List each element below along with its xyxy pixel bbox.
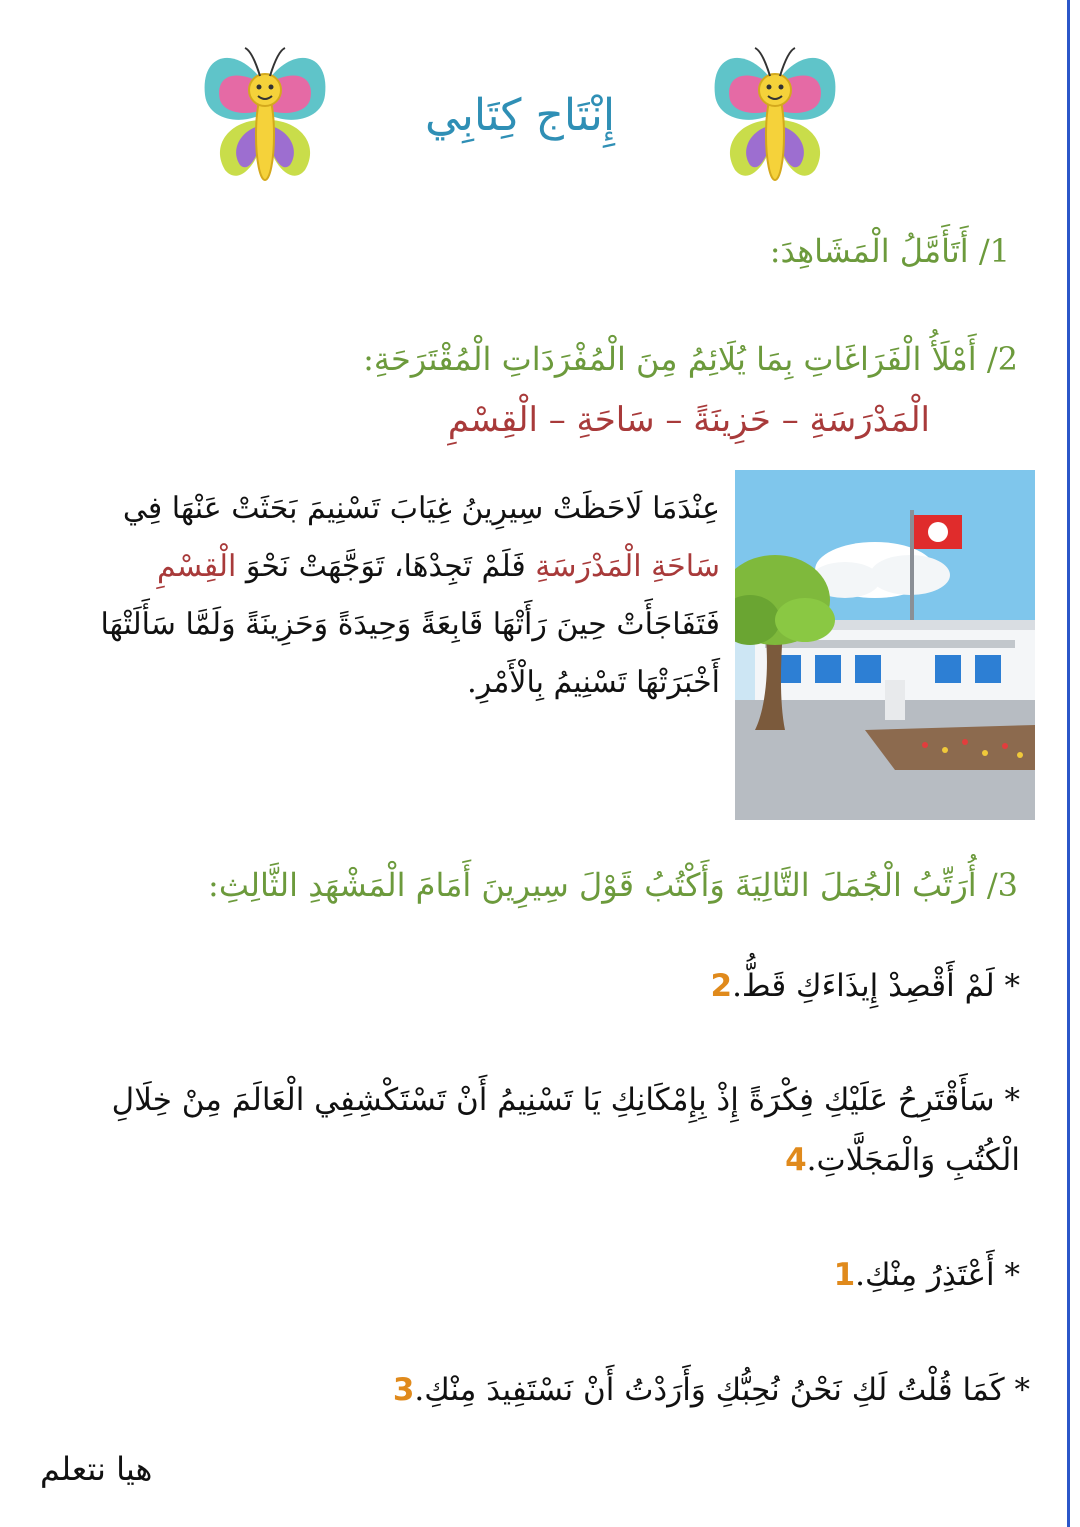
butterfly-icon: [200, 40, 330, 190]
sentence-item: [60, 956, 1020, 1016]
order-number: 1: [833, 1257, 856, 1293]
page-border-line: [1067, 0, 1070, 1527]
question-3: 3/ أُرَتِّبُ الْجُمَلَ التَّالِيَةَ وَأَكْتُبُ قَوْلَ سِيرِينَ أَمَامَ الْمَشْهَدِ الثَّالِثِ:: [208, 866, 1018, 904]
filled-word-class: الْقِسْمِ: [156, 549, 237, 584]
butterfly-icon: [710, 40, 840, 190]
filled-word-yard: سَاحَةِ الْمَدْرَسَةِ: [535, 549, 720, 584]
paragraph-text: فَلَمْ تَجِدْهَا، تَوَجَّهَتْ نَحْوَ: [236, 549, 536, 584]
sentence-item: [60, 1070, 1020, 1190]
sentence-text: * لَمْ أَقْصِدْ إِيذَاءَكِ قَطُّ.: [732, 968, 1020, 1004]
header: [200, 40, 840, 200]
sentence-text: * أَعْتَذِرُ مِنْكِ.: [855, 1257, 1020, 1293]
footer-brand: هيا نتعلم: [40, 1450, 153, 1488]
paragraph-text: فَتَفَاجَأَتْ حِينَ رَأَتْهَا قَابِعَةً وَحِيدَةً وَحَزِينَةً وَلَمَّا سَأَلَتْهَا أَخْبَرَتْهَا تَسْنِيمُ بِالْأَمْرِ.: [100, 607, 720, 700]
sentence-item: [60, 1245, 1020, 1305]
page-title: إِنْتَاج كِتَابِي: [424, 90, 616, 141]
word-bank: الْمَدْرَسَةِ – حَزِينَةً – سَاحَةِ – الْقِسْمِ: [447, 400, 930, 440]
order-number: 3: [392, 1372, 415, 1408]
paragraph-text: عِنْدَمَا لَاحَظَتْ سِيرِينُ غِيَابَ تَسْنِيمَ بَحَثَتْ عَنْهَا فِي: [122, 491, 720, 526]
order-number: 4: [785, 1142, 807, 1178]
sentence-item: [70, 1360, 1030, 1420]
school-scene-image: [735, 470, 1035, 820]
order-number: 2: [710, 968, 733, 1004]
sentence-text: * سَأَقْتَرِحُ عَلَيْكِ فِكْرَةً إِذْ بِإِمْكَانِكِ يَا تَسْنِيمُ أَنْ تَسْتَكْشِفِي الْعَالَمَ مِنْ خِلَالِ الْكُتُبِ وَالْمَجَلَّاتِ.: [111, 1082, 1020, 1178]
question-2: 2/ أَمْلَأُ الْفَرَاغَاتِ بِمَا يُلَائِمُ مِنَ الْمُفْرَدَاتِ الْمُقْتَرَحَةِ:: [363, 340, 1018, 378]
question-1: 1/ أَتَأَمَّلُ الْمَشَاهِدَ:: [769, 232, 1010, 270]
story-paragraph: [70, 480, 720, 712]
sentence-text: * كَمَا قُلْتُ لَكِ نَحْنُ نُحِبُّكِ وَأَرَدْتُ أَنْ نَسْتَفِيدَ مِنْكِ.: [414, 1372, 1030, 1408]
